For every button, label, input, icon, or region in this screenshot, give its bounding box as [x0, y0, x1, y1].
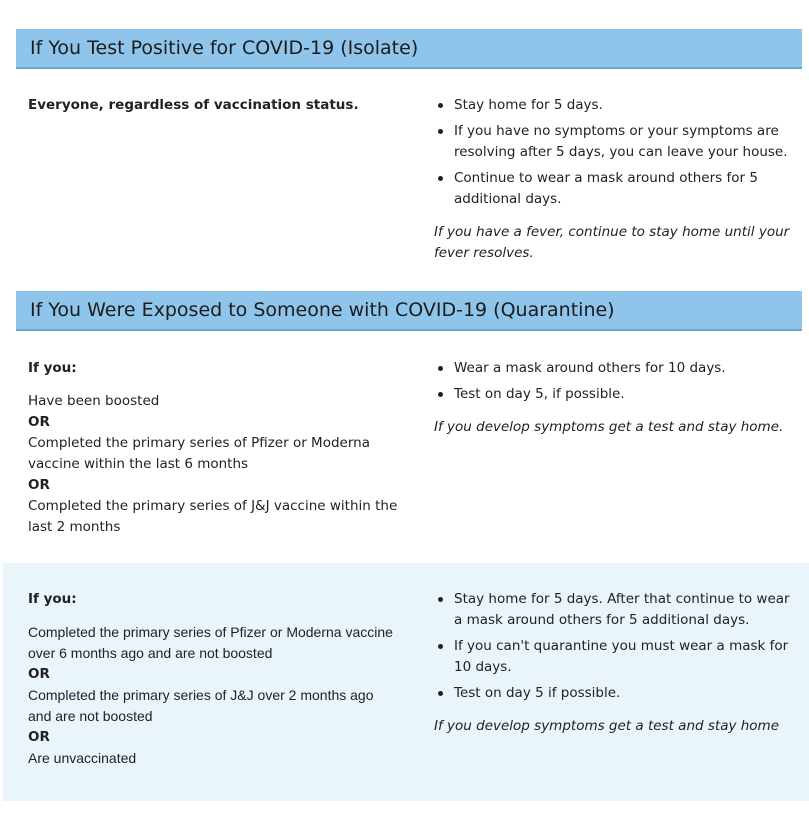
isolate-left-column: [28, 95, 398, 116]
group2-heading: If you:: [28, 591, 77, 607]
quarantine-group1-left: [28, 358, 398, 538]
group2-condition: Completed the primary series of Pfizer or Moderna vaccine over 6 months ago and are not boosted: [28, 624, 393, 661]
isolate-fever-note: If you have a fever, continue to stay home until your fever resolves.: [434, 224, 790, 261]
or-label: OR: [28, 414, 50, 430]
list-item: Continue to wear a mask around others for 5 additional days.: [434, 168, 794, 210]
list-item: Test on day 5, if possible.: [434, 384, 794, 405]
group1-condition: Have been boosted: [28, 393, 160, 409]
or-label: OR: [28, 729, 50, 745]
list-item: Wear a mask around others for 10 days.: [434, 358, 794, 379]
list-item: If you can't quarantine you must wear a mask for 10 days.: [434, 636, 794, 678]
group1-condition: Completed the primary series of Pfizer or Moderna vaccine within the last 6 months: [28, 435, 370, 472]
quarantine-section-header: [16, 291, 802, 331]
isolate-right-column: [434, 95, 794, 264]
list-item: Stay home for 5 days.: [434, 95, 794, 116]
group2-condition: Are unvaccinated: [28, 750, 137, 766]
group1-symptoms-note: If you develop symptoms get a test and stay home.: [434, 419, 784, 435]
quarantine-section-title: If You Were Exposed to Someone with COVID-19 (Quarantine): [30, 299, 615, 321]
isolate-audience: Everyone, regardless of vaccination status.: [28, 97, 359, 113]
or-label: OR: [28, 666, 50, 682]
list-item: If you have no symptoms or your symptoms are resolving after 5 days, you can leave your house.: [434, 121, 794, 163]
quarantine-group1-right: [434, 358, 794, 438]
or-label: OR: [28, 477, 50, 493]
group2-symptoms-note: If you develop symptoms get a test and stay home: [434, 718, 780, 734]
quarantine-group2-right: [434, 589, 794, 737]
list-item: Test on day 5 if possible.: [434, 683, 794, 704]
quarantine-group2-left: [28, 589, 398, 769]
list-item: Stay home for 5 days. After that continue to wear a mask around others for 5 additional days.: [434, 589, 794, 631]
group1-heading: If you:: [28, 360, 77, 376]
isolate-section-title: If You Test Positive for COVID-19 (Isolate): [30, 37, 419, 59]
isolate-bullet-list: [434, 95, 794, 210]
isolate-section-header: [16, 29, 802, 69]
group1-condition: Completed the primary series of J&J vaccine within the last 2 months: [28, 498, 398, 535]
group1-bullet-list: [434, 358, 794, 405]
group2-condition: Completed the primary series of J&J over 2 months ago and are not boosted: [28, 687, 374, 724]
group2-bullet-list: [434, 589, 794, 704]
